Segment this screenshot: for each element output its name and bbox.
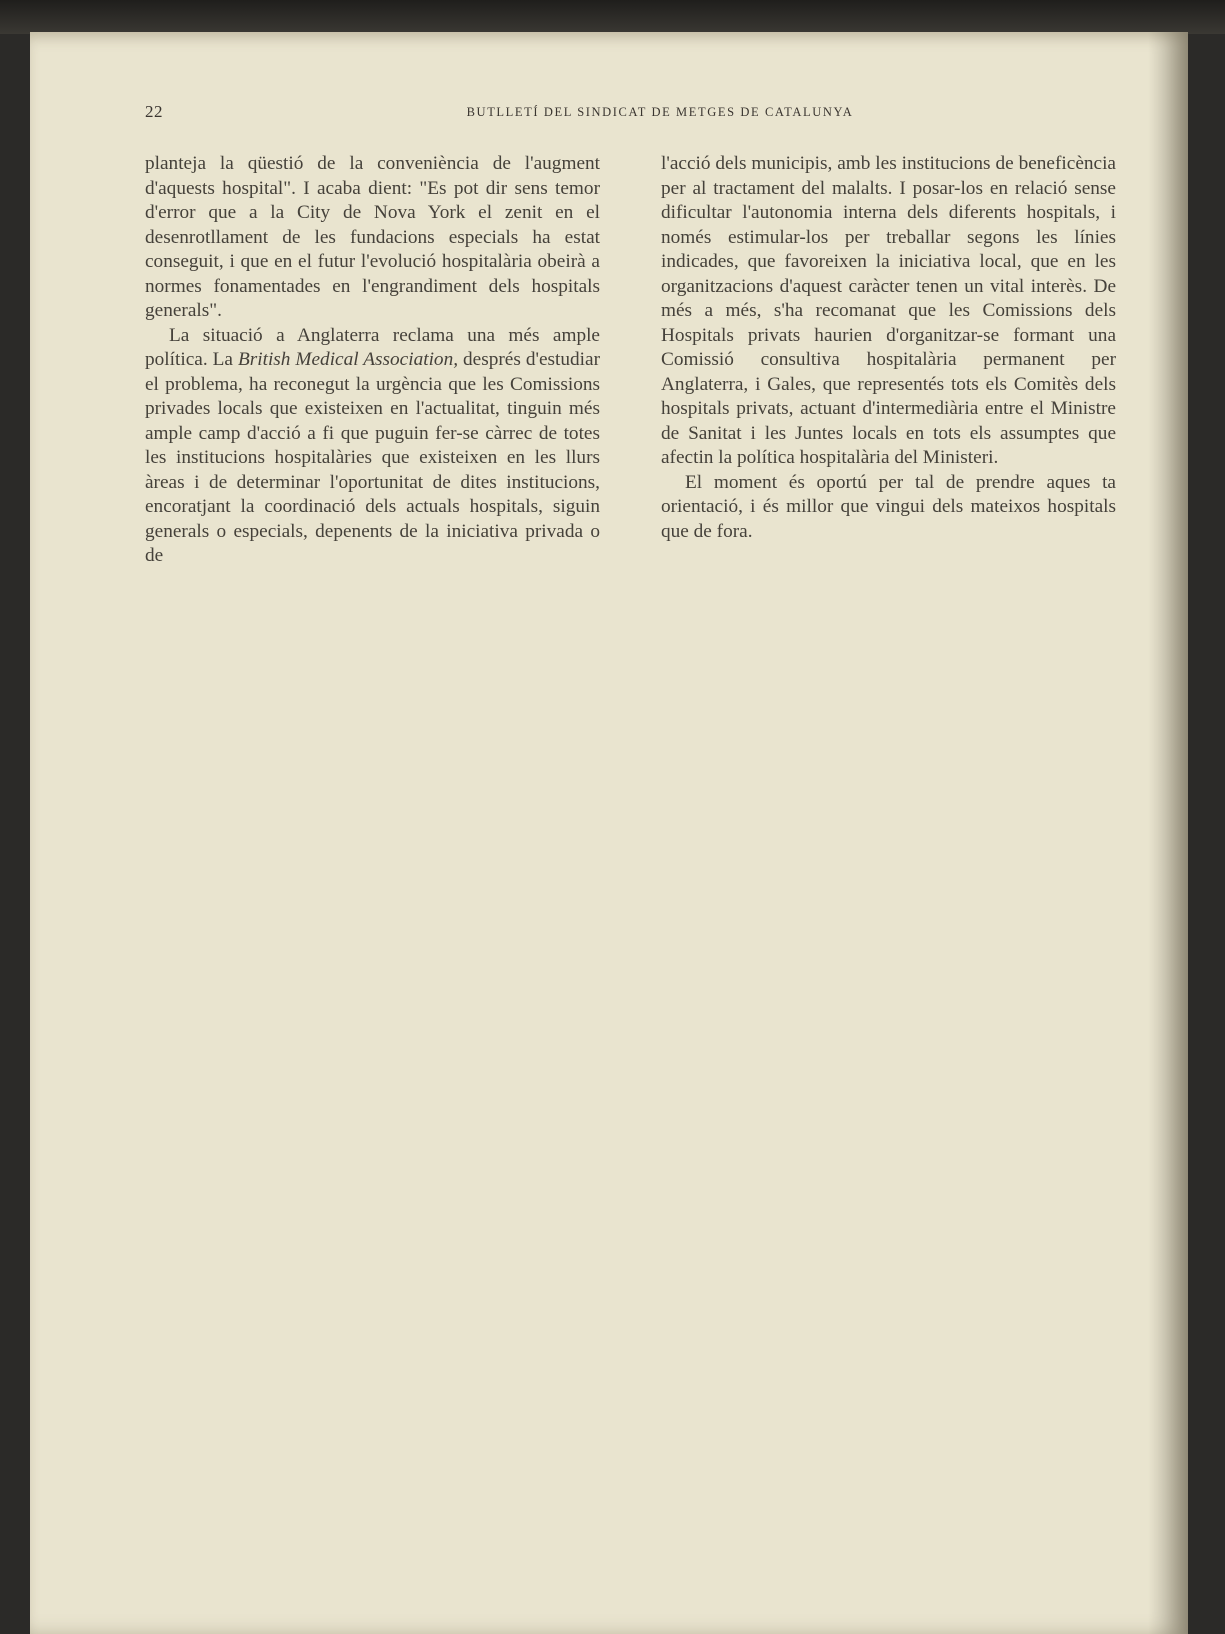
right-column <box>661 152 1116 544</box>
paragraph <box>145 324 600 569</box>
running-head: BUTLLETÍ DEL SINDICAT DE METGES DE CATALUNYA <box>466 105 854 119</box>
document-page <box>30 32 1188 1634</box>
paragraph: l'acció dels municipis, amb les institucions de beneficència per al tractament del malalts. I posar-los en relació sense dificultar l'autonomia interna dels diferents hospitals, i només estimular-los per treballar segons les línies indicades, que favoreixen la iniciativa local, que en les organitzacions d'aquest caràcter tenen un vital interès. De més a més, s'ha recomanat que les Comissions dels Hospitals privats haurien d'organitzar-se formant una Comissió consultiva hospitalària permanent per Anglaterra, i Gales, que representés tots els Comitès dels hospitals privats, actuant d'intermediària entre el Ministre de Sanitat i les Juntes locals en tots els assumptes que afectin la política hospitalària del Ministeri. <box>661 153 1116 468</box>
scan-background <box>0 0 1225 34</box>
left-column <box>145 152 600 569</box>
paragraph-text: La situació a Anglaterra reclama una més ample política. La <box>145 324 600 370</box>
paragraph-text: després d'estudiar el problema, ha reconegut la urgència que les Comissions privades locals que existeixen en l'actualitat, tinguin més ample camp d'acció a fi que puguin fer-se càrrec de totes les institucions hospitalàries que existeixen en les llurs àreas i de determinar l'oportunitat de dites institucions, encoratjant la coordinació dels actuals hospitals, siguin generals o especials, depenents de la iniciativa privada o de <box>145 349 600 566</box>
paragraph: El moment és oportú per tal de prendre aques ta orientació, i és millor que vingui dels mateixos hospitals que de fora. <box>661 471 1116 542</box>
page-number: 22 <box>145 102 163 121</box>
page-gutter-shadow <box>1148 32 1188 1634</box>
page-header <box>145 102 1135 124</box>
italic-organization-name: British Medical Association, <box>237 349 459 370</box>
paragraph: planteja la qüestió de la conveniència de l'augment d'aquests hospital". I acaba dient: "Es pot dir sens temor d'error que a la City de Nova York el zenit en el desenrotllament de les fundacions especials ha estat conseguit, i que en el futur l'evolució hospitalària obeirà a normes fonamentades en l'engrandiment dels hospitals generals". <box>145 153 600 321</box>
